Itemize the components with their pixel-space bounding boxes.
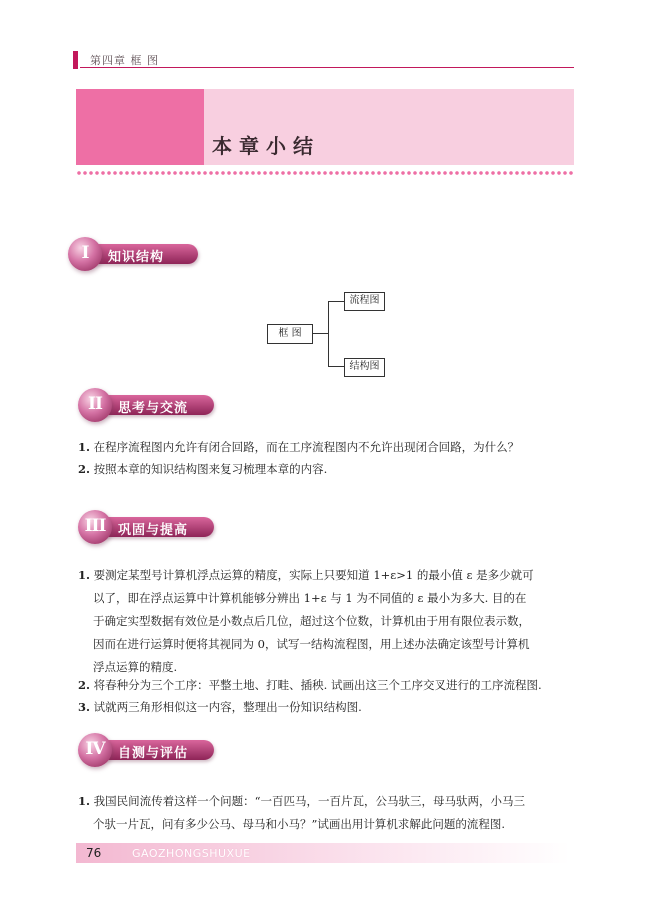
item-text-line: 我国民间流传着这样一个问题：“一百匹马，一百片瓦，公马驮三，母马驮两，小马三	[93, 794, 526, 808]
diagram-branch-flowchart: 流程图	[344, 292, 385, 311]
item-number: 2.	[78, 462, 91, 476]
list-item	[78, 436, 578, 459]
banner-dotted-rule	[76, 170, 574, 176]
running-header: 第四章 框 图	[90, 54, 159, 67]
item-text-line: 将春种分为三个工序：平整土地、打畦、插秧. 试画出这三个工序交叉进行的工序流程图.	[93, 678, 542, 692]
section-numeral: II	[88, 394, 102, 414]
diagram-connector	[328, 366, 344, 367]
item-number: 2.	[78, 678, 91, 692]
list-item	[78, 696, 578, 719]
banner-dark-block	[76, 89, 204, 165]
section-badge-self-assessment	[78, 733, 210, 767]
section-label: 思考与交流	[118, 401, 189, 416]
diagram-root-box: 框 图	[267, 324, 313, 344]
item-text-line: 浮点运算的精度.	[93, 660, 178, 674]
diagram-branch-structure-chart: 结构图	[344, 358, 385, 377]
header-rule	[80, 67, 574, 68]
diagram-connector	[328, 301, 329, 367]
item-text-line: 要测定某型号计算机浮点运算的精度，实际上只要知道 1+ε>1 的最小值 ε 是多少就可	[93, 568, 534, 582]
section-label: 巩固与提高	[118, 523, 189, 538]
section-badge-consolidate-improve	[78, 510, 210, 544]
section-badge-knowledge-structure	[68, 237, 200, 271]
section-numeral: I	[81, 243, 89, 263]
item-number: 3.	[78, 700, 91, 714]
list-item	[78, 790, 578, 836]
section-numeral: III	[84, 516, 106, 536]
list-item	[78, 564, 578, 679]
section-label: 知识结构	[108, 250, 165, 265]
item-text: 在程序流程图内允许有闭合回路，而在工序流程图内不允许出现闭合回路，为什么？	[93, 440, 520, 454]
header-accent-bar	[73, 51, 78, 69]
chapter-summary-title: 本章小结	[212, 134, 320, 158]
item-text-line: 因而在进行运算时便将其视同为 0，试写一结构流程图，用上述办法确定该型号计算机	[93, 637, 530, 651]
item-number: 1.	[78, 440, 91, 454]
section-badge-thinking-exchange	[78, 388, 210, 422]
list-item	[78, 458, 578, 481]
footer-brand: GAOZHONGSHUXUE	[132, 847, 251, 860]
item-number: 1.	[78, 568, 91, 582]
item-text-line: 于确定实型数据有效位是小数点后几位，超过这个位数，计算机由于用有限位表示数，	[93, 614, 530, 628]
section-numeral: IV	[85, 739, 105, 759]
item-text-line: 个驮一片瓦，问有多少公马、母马和小马？”试画出用计算机求解此问题的流程图.	[93, 817, 506, 831]
page-number: 76	[86, 846, 102, 860]
list-item	[78, 674, 578, 697]
diagram-connector	[312, 333, 328, 334]
item-text-line: 试就两三角形相似这一内容，整理出一份知识结构图.	[93, 700, 362, 714]
diagram-connector	[328, 301, 344, 302]
item-number: 1.	[78, 794, 91, 808]
item-text: 按照本章的知识结构图来复习梳理本章的内容.	[93, 462, 328, 476]
item-text-line: 以了，即在浮点运算中计算机能够分辨出 1+ε 与 1 为不同值的 ε 最小为多大. 目的在	[93, 591, 527, 605]
section-label: 自测与评估	[118, 746, 189, 761]
